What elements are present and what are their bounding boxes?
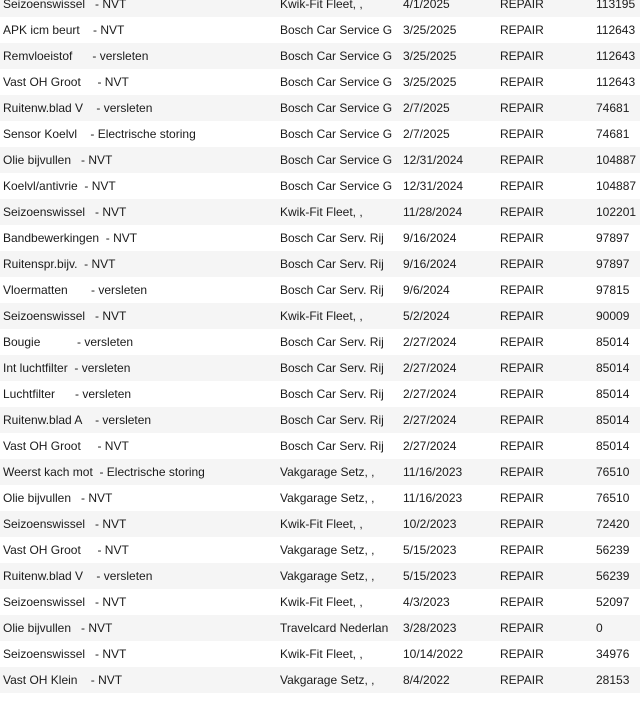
date-cell: 11/28/2024 bbox=[403, 205, 463, 219]
description-cell: Vast OH Groot - NVT bbox=[3, 543, 129, 557]
type-cell: REPAIR bbox=[500, 257, 544, 271]
type-cell: REPAIR bbox=[500, 569, 544, 583]
description-cell: Seizoenswissel - NVT bbox=[3, 0, 127, 11]
mileage-cell: 85014 bbox=[596, 387, 630, 401]
table-row[interactable] bbox=[0, 589, 640, 615]
garage-cell: Vakgarage Setz, , bbox=[280, 569, 375, 583]
description-cell: Vast OH Klein - NVT bbox=[3, 673, 123, 687]
garage-cell: Bosch Car Serv. Rij bbox=[280, 387, 384, 401]
garage-cell: Bosch Car Service G bbox=[280, 153, 393, 167]
garage-cell: Kwik-Fit Fleet, , bbox=[280, 309, 363, 323]
garage-cell: Bosch Car Serv. Rij bbox=[280, 335, 384, 349]
description-cell: Ruitenw.blad V - versleten bbox=[3, 569, 153, 583]
type-cell: REPAIR bbox=[500, 361, 544, 375]
description-cell: Ruitenspr.bijv. - NVT bbox=[3, 257, 116, 271]
table-row[interactable] bbox=[0, 147, 640, 173]
garage-cell: Bosch Car Service G bbox=[280, 49, 393, 63]
date-cell: 9/6/2024 bbox=[403, 283, 450, 297]
table-row[interactable] bbox=[0, 199, 640, 225]
table-row[interactable] bbox=[0, 485, 640, 511]
type-cell: REPAIR bbox=[500, 439, 544, 453]
type-cell: REPAIR bbox=[500, 387, 544, 401]
garage-cell: Kwik-Fit Fleet, , bbox=[280, 0, 363, 11]
date-cell: 10/2/2023 bbox=[403, 517, 457, 531]
garage-cell: Kwik-Fit Fleet, , bbox=[280, 647, 363, 661]
mileage-cell: 102201 bbox=[596, 205, 637, 219]
mileage-cell: 85014 bbox=[596, 335, 630, 349]
type-cell: REPAIR bbox=[500, 23, 544, 37]
type-cell: REPAIR bbox=[500, 647, 544, 661]
type-cell: REPAIR bbox=[500, 101, 544, 115]
mileage-cell: 74681 bbox=[596, 127, 630, 141]
garage-cell: Kwik-Fit Fleet, , bbox=[280, 205, 363, 219]
type-cell: REPAIR bbox=[500, 0, 544, 11]
date-cell: 4/1/2025 bbox=[403, 0, 450, 11]
table-row[interactable] bbox=[0, 0, 640, 17]
garage-cell: Bosch Car Serv. Rij bbox=[280, 257, 384, 271]
description-cell: Sensor Koelvl - Electrische storing bbox=[3, 127, 196, 141]
type-cell: REPAIR bbox=[500, 413, 544, 427]
description-cell: Weerst kach mot - Electrische storing bbox=[3, 465, 205, 479]
garage-cell: Bosch Car Serv. Rij bbox=[280, 413, 384, 427]
table-row[interactable] bbox=[0, 433, 640, 459]
type-cell: REPAIR bbox=[500, 231, 544, 245]
date-cell: 2/27/2024 bbox=[403, 439, 457, 453]
description-cell: Luchtfilter - versleten bbox=[3, 387, 132, 401]
date-cell: 10/14/2022 bbox=[403, 647, 464, 661]
type-cell: REPAIR bbox=[500, 283, 544, 297]
mileage-cell: 72420 bbox=[596, 517, 630, 531]
mileage-cell: 85014 bbox=[596, 439, 630, 453]
mileage-cell: 90009 bbox=[596, 309, 630, 323]
description-cell: Seizoenswissel - NVT bbox=[3, 595, 127, 609]
date-cell: 3/25/2025 bbox=[403, 49, 457, 63]
type-cell: REPAIR bbox=[500, 335, 544, 349]
description-cell: Remvloeistof - versleten bbox=[3, 49, 149, 63]
date-cell: 2/7/2025 bbox=[403, 127, 450, 141]
description-cell: APK icm beurt - NVT bbox=[3, 23, 125, 37]
date-cell: 4/3/2023 bbox=[403, 595, 450, 609]
description-cell: Olie bijvullen - NVT bbox=[3, 153, 113, 167]
mileage-cell: 112643 bbox=[596, 75, 636, 89]
date-cell: 12/31/2024 bbox=[403, 179, 464, 193]
mileage-cell: 97897 bbox=[596, 231, 630, 245]
table-row[interactable] bbox=[0, 459, 640, 485]
table-row[interactable] bbox=[0, 225, 640, 251]
garage-cell: Bosch Car Service G bbox=[280, 23, 393, 37]
table-row[interactable] bbox=[0, 381, 640, 407]
date-cell: 3/25/2025 bbox=[403, 23, 457, 37]
date-cell: 11/16/2023 bbox=[403, 465, 463, 479]
garage-cell: Bosch Car Serv. Rij bbox=[280, 439, 384, 453]
type-cell: REPAIR bbox=[500, 491, 544, 505]
type-cell: REPAIR bbox=[500, 621, 544, 635]
table-row[interactable] bbox=[0, 563, 640, 589]
date-cell: 2/7/2025 bbox=[403, 101, 450, 115]
garage-cell: Bosch Car Serv. Rij bbox=[280, 361, 384, 375]
table-row[interactable] bbox=[0, 303, 640, 329]
table-row[interactable] bbox=[0, 69, 640, 95]
mileage-cell: 52097 bbox=[596, 595, 630, 609]
mileage-cell: 56239 bbox=[596, 543, 630, 557]
mileage-cell: 112643 bbox=[596, 49, 636, 63]
date-cell: 5/15/2023 bbox=[403, 543, 457, 557]
table-row[interactable] bbox=[0, 95, 640, 121]
mileage-cell: 74681 bbox=[596, 101, 630, 115]
date-cell: 5/15/2023 bbox=[403, 569, 457, 583]
type-cell: REPAIR bbox=[500, 517, 544, 531]
date-cell: 2/27/2024 bbox=[403, 387, 457, 401]
description-cell: Ruitenw.blad A - versleten bbox=[3, 413, 152, 427]
description-cell: Bandbewerkingen - NVT bbox=[3, 231, 138, 245]
garage-cell: Bosch Car Service G bbox=[280, 75, 393, 89]
type-cell: REPAIR bbox=[500, 75, 544, 89]
mileage-cell: 76510 bbox=[596, 465, 630, 479]
type-cell: REPAIR bbox=[500, 309, 544, 323]
garage-cell: Bosch Car Service G bbox=[280, 101, 393, 115]
type-cell: REPAIR bbox=[500, 153, 544, 167]
type-cell: REPAIR bbox=[500, 673, 544, 687]
garage-cell: Vakgarage Setz, , bbox=[280, 543, 375, 557]
date-cell: 9/16/2024 bbox=[403, 231, 457, 245]
table-row[interactable] bbox=[0, 329, 640, 355]
date-cell: 5/2/2024 bbox=[403, 309, 450, 323]
mileage-cell: 0 bbox=[596, 621, 603, 635]
date-cell: 3/28/2023 bbox=[403, 621, 457, 635]
description-cell: Seizoenswissel - NVT bbox=[3, 517, 127, 531]
table-row[interactable] bbox=[0, 43, 640, 69]
table-row[interactable] bbox=[0, 17, 640, 43]
mileage-cell: 76510 bbox=[596, 491, 630, 505]
description-cell: Olie bijvullen - NVT bbox=[3, 621, 113, 635]
garage-cell: Kwik-Fit Fleet, , bbox=[280, 517, 363, 531]
type-cell: REPAIR bbox=[500, 179, 544, 193]
mileage-cell: 85014 bbox=[596, 413, 630, 427]
date-cell: 2/27/2024 bbox=[403, 361, 457, 375]
mileage-cell: 104887 bbox=[596, 179, 637, 193]
description-cell: Koelvl/antivrie - NVT bbox=[3, 179, 116, 193]
date-cell: 2/27/2024 bbox=[403, 413, 457, 427]
mileage-cell: 112643 bbox=[596, 23, 636, 37]
date-cell: 2/27/2024 bbox=[403, 335, 457, 349]
description-cell: Vloermatten - versleten bbox=[3, 283, 148, 297]
garage-cell: Bosch Car Service G bbox=[280, 127, 393, 141]
table-row[interactable] bbox=[0, 173, 640, 199]
table-row[interactable] bbox=[0, 251, 640, 277]
table-row[interactable] bbox=[0, 277, 640, 303]
table-row[interactable] bbox=[0, 407, 640, 433]
table-row[interactable] bbox=[0, 121, 640, 147]
garage-cell: Vakgarage Setz, , bbox=[280, 465, 375, 479]
mileage-cell: 34976 bbox=[596, 647, 630, 661]
mileage-cell: 28153 bbox=[596, 673, 630, 687]
date-cell: 12/31/2024 bbox=[403, 153, 464, 167]
description-cell: Vast OH Groot - NVT bbox=[3, 75, 129, 89]
mileage-cell: 104887 bbox=[596, 153, 637, 167]
type-cell: REPAIR bbox=[500, 205, 544, 219]
description-cell: Olie bijvullen - NVT bbox=[3, 491, 113, 505]
table-row[interactable] bbox=[0, 641, 640, 667]
description-cell: Seizoenswissel - NVT bbox=[3, 647, 127, 661]
garage-cell: Bosch Car Serv. Rij bbox=[280, 283, 384, 297]
date-cell: 11/16/2023 bbox=[403, 491, 463, 505]
garage-cell: Travelcard Nederlan bbox=[280, 621, 389, 635]
date-cell: 9/16/2024 bbox=[403, 257, 457, 271]
mileage-cell: 85014 bbox=[596, 361, 630, 375]
description-cell: Int luchtfilter - versleten bbox=[3, 361, 131, 375]
table-row[interactable] bbox=[0, 537, 640, 563]
type-cell: REPAIR bbox=[500, 49, 544, 63]
garage-cell: Vakgarage Setz, , bbox=[280, 491, 375, 505]
mileage-cell: 113195 bbox=[596, 0, 636, 11]
table-row[interactable] bbox=[0, 511, 640, 537]
date-cell: 3/25/2025 bbox=[403, 75, 457, 89]
type-cell: REPAIR bbox=[500, 543, 544, 557]
garage-cell: Vakgarage Setz, , bbox=[280, 673, 375, 687]
description-cell: Seizoenswissel - NVT bbox=[3, 205, 127, 219]
table-row[interactable] bbox=[0, 667, 640, 693]
type-cell: REPAIR bbox=[500, 465, 544, 479]
description-cell: Seizoenswissel - NVT bbox=[3, 309, 127, 323]
mileage-cell: 97815 bbox=[596, 283, 630, 297]
garage-cell: Kwik-Fit Fleet, , bbox=[280, 595, 363, 609]
mileage-cell: 97897 bbox=[596, 257, 630, 271]
description-cell: Vast OH Groot - NVT bbox=[3, 439, 129, 453]
type-cell: REPAIR bbox=[500, 127, 544, 141]
type-cell: REPAIR bbox=[500, 595, 544, 609]
table-row[interactable] bbox=[0, 355, 640, 381]
description-cell: Ruitenw.blad V - versleten bbox=[3, 101, 153, 115]
mileage-cell: 56239 bbox=[596, 569, 630, 583]
table-row[interactable] bbox=[0, 615, 640, 641]
date-cell: 8/4/2022 bbox=[403, 673, 450, 687]
garage-cell: Bosch Car Service G bbox=[280, 179, 393, 193]
garage-cell: Bosch Car Serv. Rij bbox=[280, 231, 384, 245]
description-cell: Bougie - versleten bbox=[3, 335, 134, 349]
